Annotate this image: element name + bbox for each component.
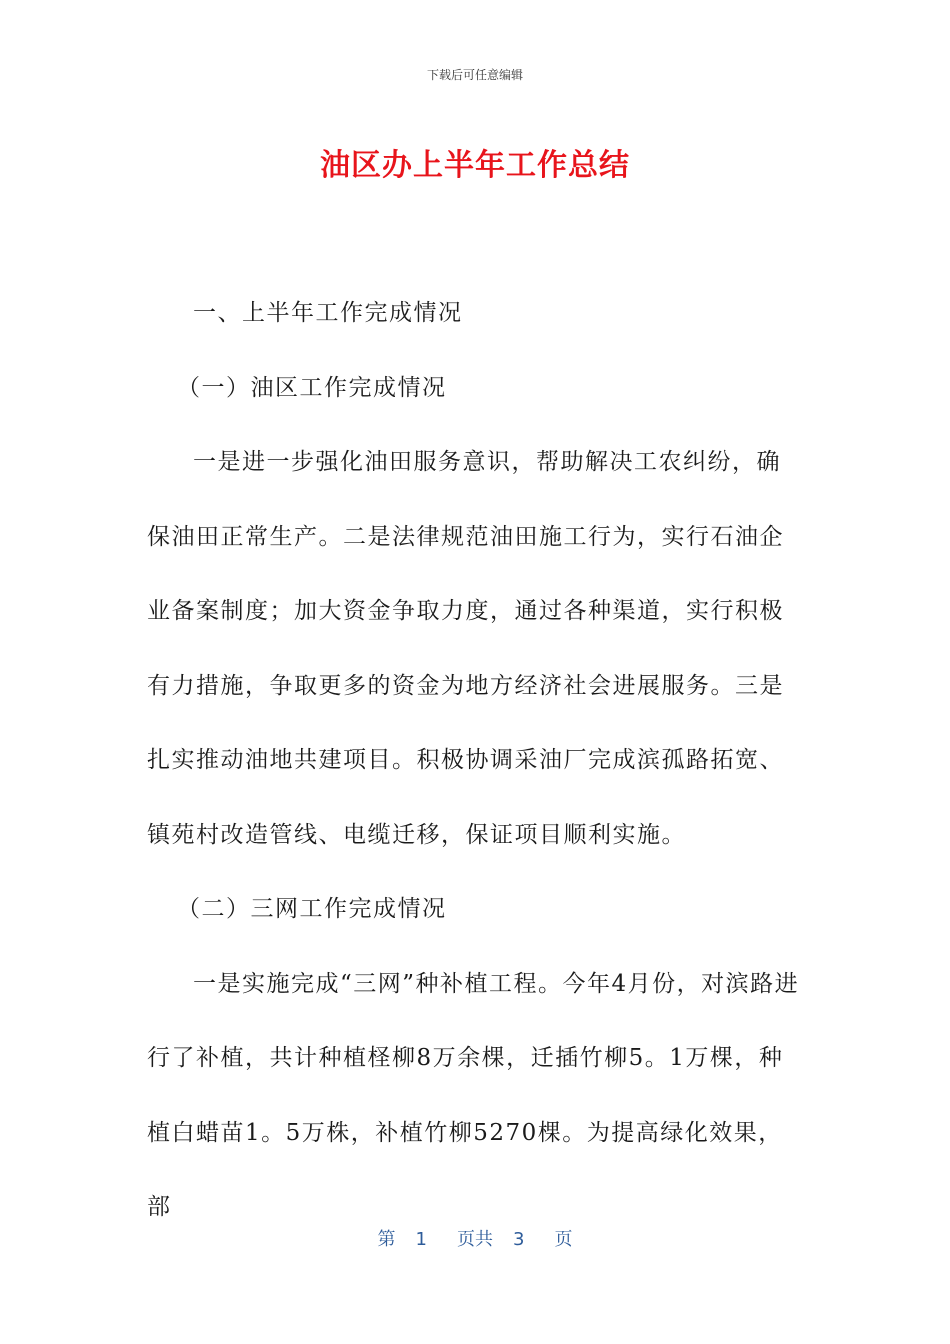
document-title: 油区办上半年工作总结 <box>320 148 630 183</box>
page-total: 3 <box>513 1229 525 1250</box>
document-body <box>147 276 803 1245</box>
page-current: 1 <box>415 1229 427 1250</box>
page-footer <box>0 1225 950 1251</box>
page-label-mid: 页共 <box>457 1229 493 1250</box>
subsection-heading: （一）油区工作完成情况 <box>177 374 447 401</box>
page-label-prefix: 第 <box>377 1229 396 1250</box>
paragraph: 一是进一步强化油田服务意识，帮助解决工农纠纷，确保油田正常生产。二是法律规范油田施工行为，实行石油企业备案制度；加大资金争取力度，通过各种渠道，实行积极有力措施，争取更多的资金为地方经济社会进展服务。三是扎实推动油地共建项目。积极协调采油厂完成滨孤路拓宽、镇苑村改造管线、电缆迁移，保证项目顺利实施。 <box>147 449 784 848</box>
paragraph: 一是实施完成“三网”种补植工程。今年4月份，对滨路进行了补植，共计种植柽柳8万余棵，迁插竹柳5。1万棵，种植白蜡苗1。5万株，补植竹柳5270棵。为提高绿化效果，部 <box>147 970 800 1220</box>
subsection-heading: （二）三网工作完成情况 <box>177 896 447 922</box>
header-note: 下载后可任意编辑 <box>426 68 523 82</box>
section-heading: 一、上半年工作完成情况 <box>193 300 463 326</box>
page-label-suffix: 页 <box>554 1229 573 1250</box>
